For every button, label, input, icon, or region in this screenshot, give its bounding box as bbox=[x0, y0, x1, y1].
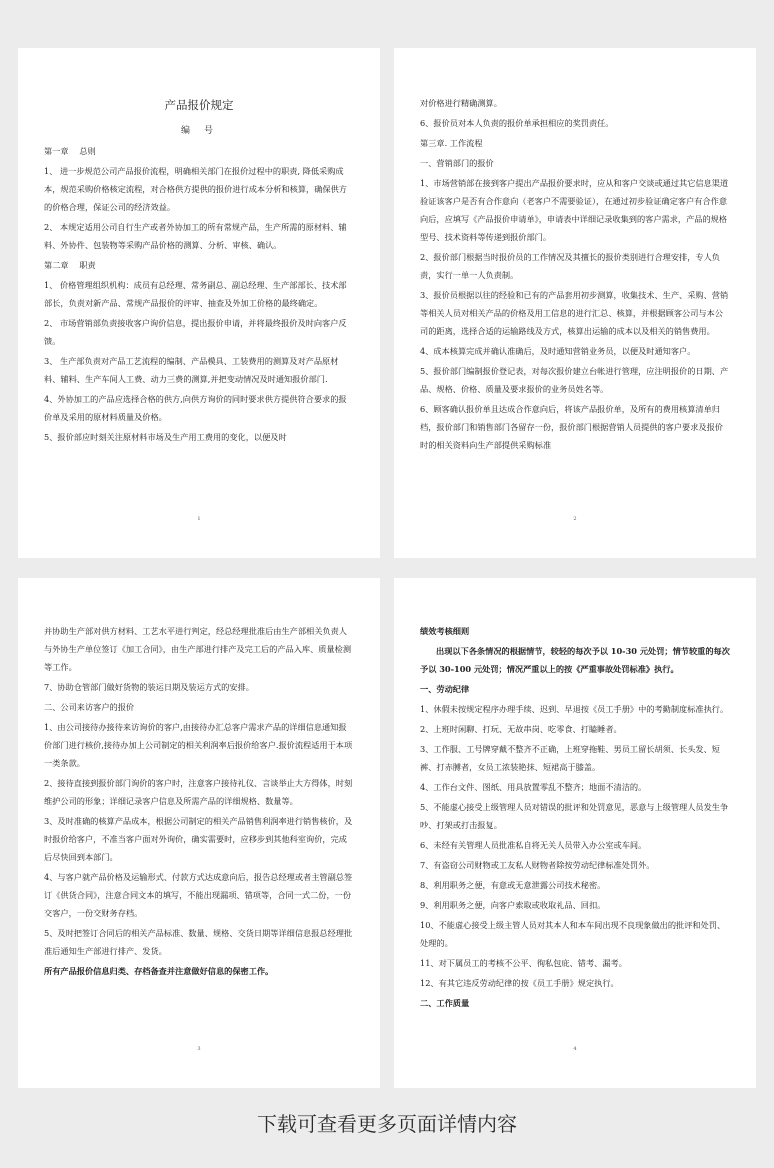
confidentiality-note: 所有产品报价信息归类、存档备查并注意做好信息的保密工作。 bbox=[44, 966, 274, 976]
paragraph: 1、 进一步规范公司产品报价流程，明确相关部门在报价过程中的职责, 降低采购成本，规范采购价格核定流程，对合格供方提供的报价进行成本分析和核算，确保供方的价格合理，保证公司的经济效益。 bbox=[44, 166, 347, 212]
paragraph: 对价格进行精确测算。 bbox=[420, 98, 502, 108]
document-title: 产品报价规定 bbox=[164, 98, 234, 112]
paragraph: 1、由公司接待办接待来访询价的客户,由接待办汇总客户需求产品的详细信息通知报价部门进行核价,接待办加上公司制定的相关利润率后报价给客户.报价流程适用于本项一类条款。 bbox=[44, 722, 353, 768]
page-1-content bbox=[44, 96, 354, 446]
paragraph: 3、报价员根据以往的经验和已有的产品套用初步测算，收集技术、生产、采购、营销等相关人员对相关产品的价格及用工信息的进行汇总、核算，并根据顾客公司与本公司的距离，选择合适的运输路线及方式，核算出运输的成本以及相关的销售费用。 bbox=[420, 290, 729, 336]
document-number-label: 编号 bbox=[180, 126, 227, 136]
list-item: 4、工作台文件、图纸、用具放置零乱不整齐；地面不清洁的。 bbox=[420, 782, 647, 792]
document-page-2 bbox=[394, 48, 756, 558]
paragraph: 二、公司来访客户的报价 bbox=[44, 702, 135, 712]
paragraph: 5、报价部应时刻关注原材料市场及生产用工费用的变化，以便及时 bbox=[44, 432, 287, 442]
document-page-3 bbox=[18, 578, 380, 1088]
list-item: 6、未经有关管理人员批准私自将无关人员带入办公室或车间。 bbox=[420, 840, 647, 850]
section-heading: 一、劳动纪律 bbox=[420, 684, 470, 694]
paragraph: 6、顾客确认报价单且达成合作意向后，将该产品报价单，及所有的费用核算清单归档，报价部门和销售部门各留存一份，报价部门根据营销人员提供的客户要求及报价时的相关资料向生产部提供采购标准 bbox=[420, 404, 723, 450]
paragraph: 2、 市场营销部负责接收客户询价信息，提出报价申请，并将最终报价及时向客户反馈。 bbox=[44, 318, 347, 346]
paragraph: 5、报价部门编制报价登记表，对每次报价建立台帐进行管理，应注明报价的日期、产品、规格、价格、质量及要求报价的业务员姓名等。 bbox=[420, 366, 729, 394]
paragraph: 第二章 职责 bbox=[44, 260, 96, 270]
list-item: 12、有其它违反劳动纪律的按《员工手册》规定执行。 bbox=[420, 978, 619, 988]
list-item: 5、不能虚心接受上级管理人员对错误的批评和处罚意见，恶意与上级管理人员发生争吵、打架或打击报复。 bbox=[420, 802, 729, 830]
paragraph: 6、报价员对本人负责的报价单承担相应的奖罚责任。 bbox=[420, 118, 614, 128]
paragraph: 2、接待直接到报价部门询价的客户时，注意客户接待礼仪、言谈举止大方得体，时刻维护公司的形象；详细记录客户信息及所需产品的详细规格、数量等。 bbox=[44, 778, 353, 806]
paragraph: 5、及时把签订合同后的相关产品标准、数量、规格、交货日期等详细信息报总经理批准后通知生产部进行排产、发货。 bbox=[44, 928, 353, 956]
document-page-4 bbox=[394, 578, 756, 1088]
paragraph: 第一章 总则 bbox=[44, 146, 96, 156]
paragraph: 并协助生产部对供方材料、工艺水平进行判定，经总经理批准后由生产部相关负责人与外协生产单位签订《加工合同》，由生产部进行排产及完工后的产品入库、质量检测等工作。 bbox=[44, 626, 352, 672]
list-item: 11、对下属员工的考核不公平、徇私包庇、错考、漏考。 bbox=[420, 958, 627, 968]
list-item: 7、有盗窃公司财物或工友私人财物者除按劳动纪律标准处罚外。 bbox=[420, 860, 655, 870]
page-2-content bbox=[420, 94, 730, 454]
paragraph: 1、市场营销部在接到客户提出产品报价要求时，应从和客户交谈或通过其它信息渠道验证该客户是否有合作意向（老客户不需要验证），在通过初步验证确定客户有合作意向后，应填写《产品报价申请单》，申请表中详细记录收集到的客户需求，产品的规格型号、技术资料等传递到报价部门。 bbox=[420, 178, 729, 242]
paragraph: 1、 价格管理组织机构：成员有总经理、常务副总、副总经理、生产部部长、技术部部长，负责对新产品、常规产品报价的评审、抽查及外加工价格的最终确定。 bbox=[44, 280, 347, 308]
paragraph: 7、协助仓管部门做好货物的装运日期及装运方式的安排。 bbox=[44, 682, 254, 692]
list-item: 8、利用职务之便，有意或无意泄露公司技术秘密。 bbox=[420, 880, 606, 890]
section-heading: 二、工作质量 bbox=[420, 998, 470, 1008]
list-item: 2、上班时闲聊、打玩、无故串岗、吃零食、打瞌睡者。 bbox=[420, 724, 622, 734]
paragraph: 2、报价部门根据当时报价员的工作情况及其擅长的报价类别进行合理安排，专人负责，实行一单一人负责制。 bbox=[420, 252, 720, 280]
page-number: 1 bbox=[197, 516, 201, 522]
list-item: 3、工作服、工号牌穿戴不整齐不正确，上班穿拖鞋、男员工留长胡须、长头发、短裤、打赤膊者，女员工浓装艳抹、短裙高于膝盖。 bbox=[420, 744, 720, 772]
list-item: 9、利用职务之便，向客户索取或收取礼品、回扣。 bbox=[420, 900, 606, 910]
paragraph: 一、营销部门的报价 bbox=[420, 158, 494, 168]
page-number: 3 bbox=[197, 1046, 201, 1052]
page-3-content bbox=[44, 622, 354, 980]
intro-paragraph: 出现以下各条情况的根据情节，较轻的每次予以 10-30 元处罚；情节较重的每次予以 30-100 元处罚；情况严重以上的按《严重事故处罚标准》执行。 bbox=[420, 646, 730, 674]
paragraph: 2、 本规定适用公司自行生产或者外协加工的所有常规产品，生产所需的原材料、辅料、外协件、包装物等采购产品价格的测算、分析、审核、确认。 bbox=[44, 222, 347, 250]
list-item: 10、不能虚心接受上级主管人员对其本人和本车间出现不良现象做出的批评和处罚、处理的。 bbox=[420, 920, 726, 948]
paragraph: 4、外协加工的产品应选择合格的供方,向供方询价的同时要求供方提供符合要求的报价单及采用的原材料质量及价格。 bbox=[44, 394, 347, 422]
paragraph: 第三章. 工作流程 bbox=[420, 138, 483, 148]
download-more-caption: 下载可查看更多页面详情内容 bbox=[257, 1112, 517, 1136]
paragraph: 4、与客户就产品价格及运输形式、付款方式达成意向后，报告总经理或者主管副总签订《供货合同》，注意合同文本的填写，不能出现漏项、错项等，合同一式二份，一份交客户，一份交财务存档。 bbox=[44, 872, 353, 918]
document-page-1 bbox=[18, 48, 380, 558]
page-4-content bbox=[420, 622, 730, 1012]
page-number: 2 bbox=[573, 516, 577, 522]
page-number: 4 bbox=[573, 1046, 577, 1052]
paragraph: 3、 生产部负责对产品工艺流程的编制、产品模具、工装费用的测算及对产品原材料、辅料、生产车间人工费、动力三费的测算,并把变动情况及时通知报价部门. bbox=[44, 356, 339, 384]
list-item: 1、休假未按规定程序办理手续、迟到、早退按《员工手册》中的考勤制度标准执行。 bbox=[420, 704, 729, 714]
section-heading: 绩效考核细则 bbox=[420, 626, 470, 636]
paragraph: 3、及时准确的核算产品成本，根据公司制定的相关产品销售利润率进行销售核价，及时报价给客户，不准当客户面对外询价，确实需要时，应移步到其他科室询价，完成后尽快回到本部门。 bbox=[44, 816, 353, 862]
paragraph: 4、成本核算完成并确认准确后，及时通知营销业务员，以便及时通知客户。 bbox=[420, 346, 696, 356]
